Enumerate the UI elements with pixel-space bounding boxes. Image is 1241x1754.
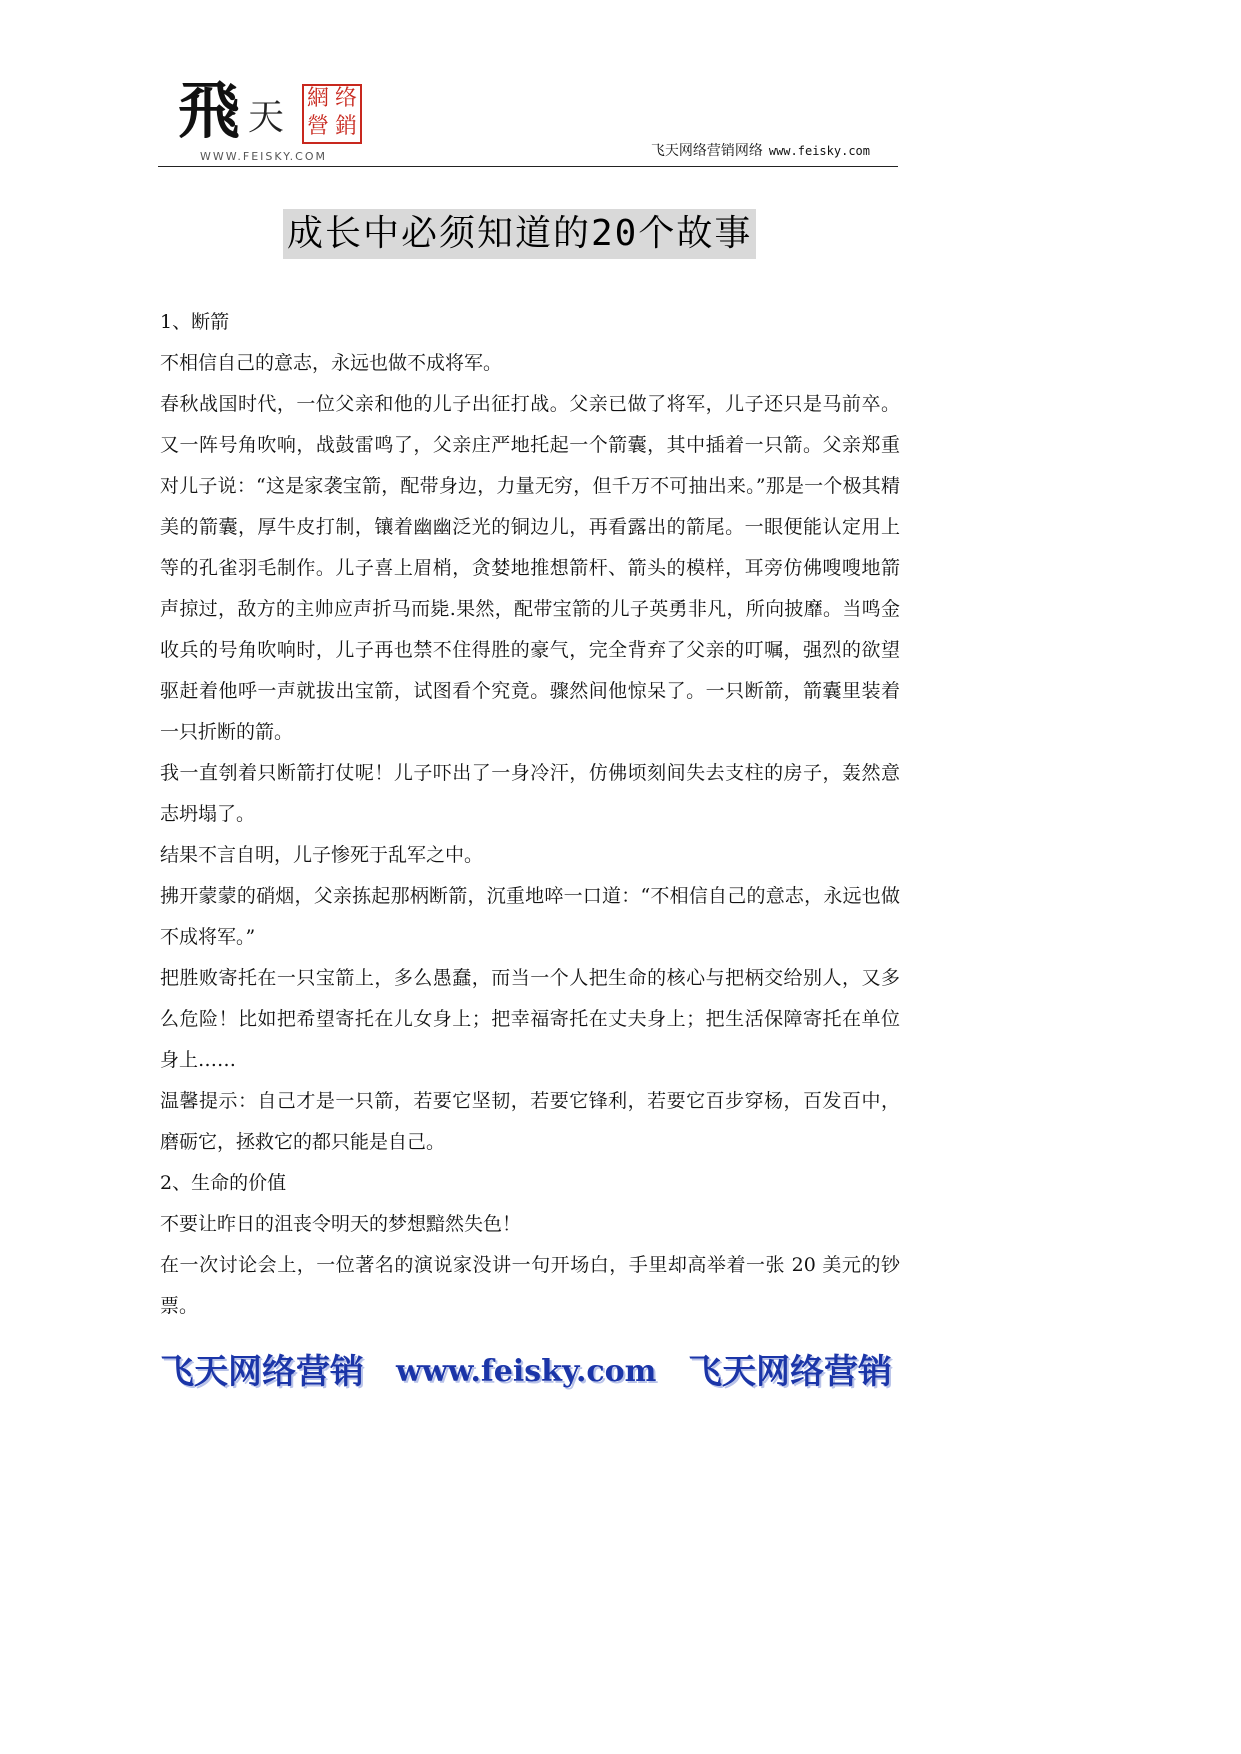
footer-right-text: 飞天网络营销	[688, 1352, 892, 1392]
paragraph: 我一直刳着只断箭打仗呢！儿子吓出了一身冷汗，仿佛顷刻间失去支柱的房子，轰然意志坍塌了。	[160, 762, 900, 825]
document-body	[160, 302, 900, 1327]
header-site-url[interactable]: www.feisky.com	[768, 144, 870, 158]
footer-url-link[interactable]: www.feisky.com	[396, 1354, 657, 1389]
header-site-info	[651, 140, 870, 160]
seal-char: 營	[306, 114, 329, 139]
page-footer-banner	[160, 1348, 900, 1396]
footer-left-text: 飞天网络营销	[160, 1352, 364, 1392]
paragraph: 不相信自己的意志，永远也做不成将军。	[160, 352, 503, 374]
document-title: 成长中必须知道的20个故事	[283, 209, 756, 259]
paragraph: 把胜败寄托在一只宝箭上，多么愚蠢，而当一个人把生命的核心与把柄交给别人，又多么危险！比如把希望寄托在儿女身上；把幸福寄托在丈夫身上；把生活保障寄托在单位身上……	[160, 967, 900, 1071]
page-header	[158, 70, 898, 167]
paragraph: 不要让昨日的沮丧令明天的梦想黯然失色！	[160, 1213, 522, 1235]
header-site-name: 飞天网络营销网络	[650, 143, 763, 159]
paragraph: 在一次讨论会上，一位著名的演说家没讲一句开场白，手里却高举着一张 20 美元的钞票。	[160, 1254, 900, 1317]
paragraph: 拂开蒙蒙的硝烟，父亲拣起那柄断箭，沉重地啐一口道：“不相信自己的意志，永远也做不成将军。”	[160, 885, 900, 948]
seal-char: 網	[306, 86, 329, 111]
section-heading: 2、生命的价值	[160, 1172, 287, 1194]
logo-second-char: 天	[248, 97, 285, 138]
paragraph: 结果不言自明，儿子惨死于乱军之中。	[160, 844, 484, 866]
feisky-logo	[170, 74, 370, 163]
seal-char: 络	[334, 86, 357, 111]
seal-char: 銷	[334, 114, 357, 139]
paragraph: 春秋战国时代，一位父亲和他的儿子出征打战。父亲已做了将军，儿子还只是马前卒。又一阵号角吹响，战鼓雷鸣了，父亲庄严地托起一个箭囊，其中插着一只箭。父亲郑重对儿子说：“这是家袭宝箭，配带身边，力量无穷，但千万不可抽出来。”那是一个极其精美的箭囊，厚牛皮打制，镶着幽幽泛光的铜边儿，再看露出的箭尾。一眼便能认定用上等的孔雀羽毛制作。儿子喜上眉梢，贪婪地推想箭杆、箭头的模样，耳旁仿佛嗖嗖地箭声掠过，敌方的主帅应声折马而毙.果然，配带宝箭的儿子英勇非凡，所向披靡。当鸣金收兵的号角吹响时，儿子再也禁不住得胜的豪气，完全背弃了父亲的叮嘱，强烈的欲望驱赶着他呼一声就拔出宝箭，试图看个究竟。骤然间他惊呆了。一只断箭，箭囊里装着一只折断的箭。	[160, 393, 900, 743]
logo-main-char: 飛	[178, 74, 241, 147]
paragraph: 温馨提示：自己才是一只箭，若要它坚韧，若要它锋利，若要它百步穿杨，百发百中，磨砺它，拯救它的都只能是自己。	[160, 1090, 900, 1153]
section-heading: 1、断箭	[160, 311, 230, 333]
logo-seal-stamp	[302, 84, 362, 144]
logo-url-text: WWW.FEISKY.COM	[200, 150, 328, 163]
